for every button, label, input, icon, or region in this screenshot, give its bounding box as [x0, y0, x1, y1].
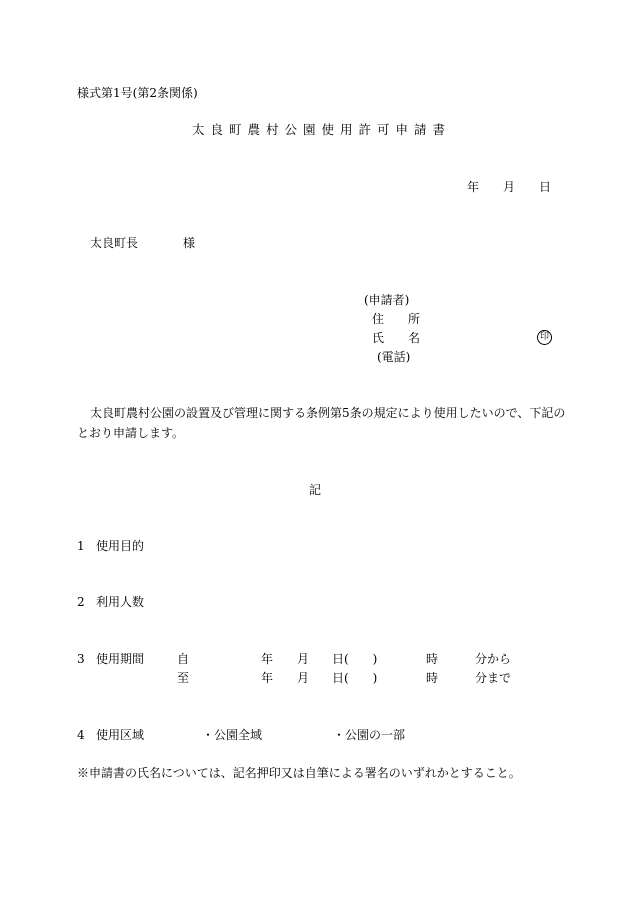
period-from-hour: 時 — [426, 652, 439, 666]
addressee-name: 太良町長 — [90, 236, 139, 250]
item-users-label: 利用人数 — [96, 595, 145, 609]
period-from-prefix: 自 — [177, 652, 190, 666]
ki-heading: 記 — [309, 483, 322, 497]
period-to-minute: 分まで — [475, 671, 512, 685]
period-to-prefix: 至 — [177, 671, 190, 685]
period-to-hour: 時 — [426, 671, 439, 685]
date-year-label: 年 — [467, 180, 480, 194]
area-option-whole: ・公園全域 — [202, 728, 263, 742]
period-from-day: 日( ) — [332, 652, 378, 666]
area-option-part: ・公園の一部 — [333, 728, 406, 742]
date-day-label: 日 — [539, 180, 552, 194]
body-text-line-2: とおり申請します。 — [77, 426, 185, 440]
page-title: 太良町農村公園使用許可申請書 — [192, 122, 452, 137]
applicant-name-label: 氏 名 — [372, 331, 421, 345]
item-area-number: 4 — [77, 728, 85, 742]
form-number: 様式第1号(第2条関係) — [77, 86, 198, 100]
period-to-month: 月 — [297, 671, 310, 685]
period-from-year: 年 — [261, 652, 274, 666]
body-text-line-1: 太良町農村公園の設置及び管理に関する条例第5条の規定により使用したいので、下記の — [90, 406, 566, 420]
applicant-phone-label: (電話) — [377, 350, 411, 364]
applicant-heading: (申請者) — [364, 293, 410, 307]
period-from-month: 月 — [297, 652, 310, 666]
item-purpose-number: 1 — [77, 539, 85, 553]
item-period-label: 使用期間 — [96, 652, 145, 666]
date-month-label: 月 — [503, 180, 516, 194]
period-to-year: 年 — [261, 671, 274, 685]
period-from-minute: 分から — [475, 652, 512, 666]
item-period-number: 3 — [77, 652, 85, 666]
period-to-day: 日( ) — [332, 671, 378, 685]
signature-note: ※申請書の氏名については、記名押印又は自筆による署名のいずれかとすること。 — [77, 766, 521, 780]
applicant-address-label: 住 所 — [372, 312, 421, 326]
item-users-number: 2 — [77, 595, 85, 609]
addressee-honorific: 様 — [183, 236, 196, 250]
item-area-label: 使用区域 — [96, 728, 145, 742]
seal-mark: 印 — [537, 330, 552, 345]
item-purpose-label: 使用目的 — [96, 539, 145, 553]
